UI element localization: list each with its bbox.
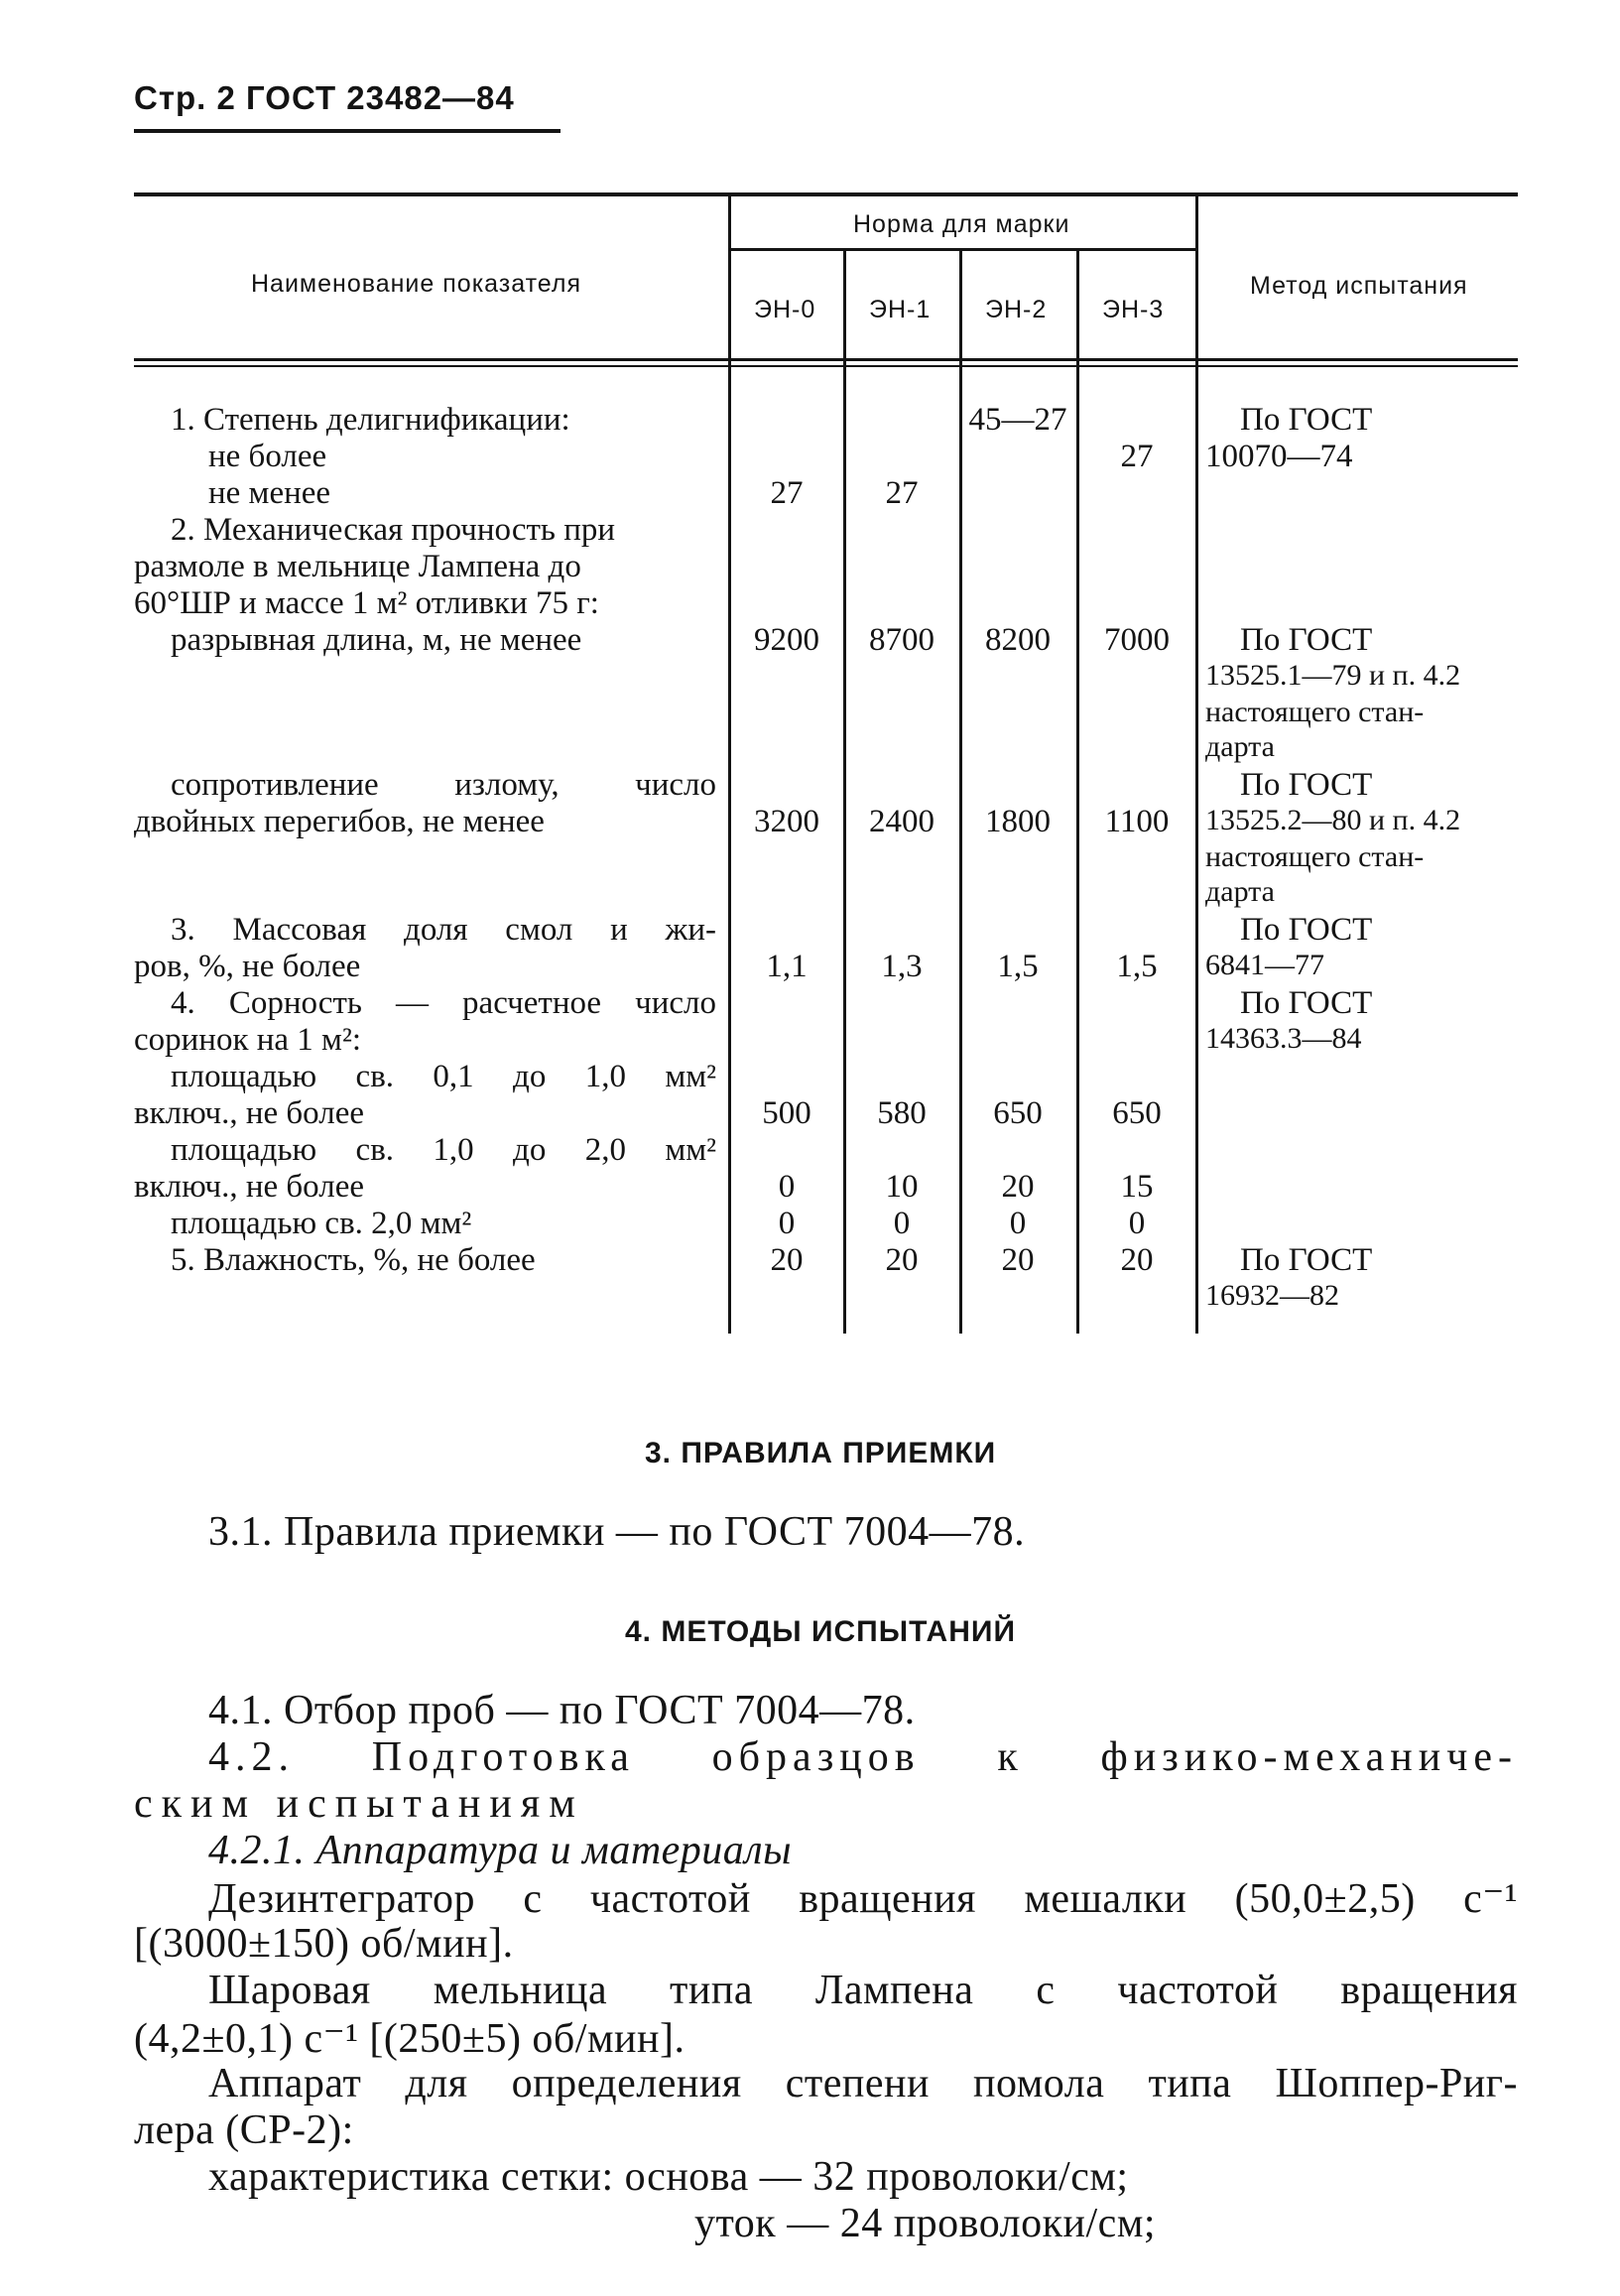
row-value: 2400	[869, 804, 935, 839]
row-value: 650	[1112, 1095, 1162, 1131]
row-value: 1,1	[766, 949, 808, 984]
col-divider	[1076, 250, 1079, 1334]
paragraph-4-2-1: 4.2.1. Аппаратура и материалы	[208, 1828, 793, 1873]
row-label: соринок на 1 м²:	[134, 1022, 362, 1058]
section-3-paragraph: 3.1. Правила приемки — по ГОСТ 7004—78.	[208, 1509, 1026, 1555]
row-label: ров, %, не более	[134, 949, 361, 984]
row-value: 10	[885, 1169, 919, 1205]
norm-header-rule	[731, 248, 1197, 251]
row-label: размоле в мельнице Лампена до	[134, 549, 581, 584]
row-value: 0	[1009, 1206, 1027, 1241]
row-value: 0	[1128, 1206, 1146, 1241]
section-3-title: 3. ПРАВИЛА ПРИЕМКИ	[645, 1437, 997, 1469]
paragraph-disintegrator: Дезинтегратор с частотой вращения мешалки (50,0±2,5) с⁻¹	[208, 1876, 1518, 1922]
grade-header: ЭН-2	[985, 296, 1048, 323]
row-method: По ГОСТ	[1240, 1242, 1373, 1278]
row-label: включ., не более	[134, 1095, 364, 1131]
row-value: 1800	[985, 804, 1051, 839]
table-header-rule	[134, 358, 1518, 361]
paragraph-4-1: 4.1. Отбор проб — по ГОСТ 7004—78.	[208, 1688, 916, 1733]
col-norm-header: Норма для марки	[853, 210, 1070, 238]
row-value: 20	[885, 1242, 919, 1278]
row-value: 0	[778, 1206, 796, 1241]
row-value: 1,5	[1116, 949, 1158, 984]
paragraph-4-2: 4.2. Подготовка образцов к физико-механиче-	[208, 1734, 1518, 1780]
row-value: 1,3	[881, 949, 923, 984]
paragraph-mesh: характеристика сетки: основа — 32 проволоки/см;	[208, 2154, 1129, 2200]
row-label: сопротивление излому, число	[171, 767, 716, 803]
row-value: 9200	[754, 622, 819, 658]
grade-header: ЭН-3	[1102, 296, 1165, 323]
row-method: 6841—77	[1205, 949, 1324, 981]
row-value: 650	[993, 1095, 1043, 1131]
row-method: По ГОСТ	[1240, 402, 1373, 438]
standard-number: ГОСТ 23482—84	[246, 79, 515, 116]
grade-header: ЭН-1	[869, 296, 932, 323]
row-method: По ГОСТ	[1240, 912, 1373, 948]
row-method: настоящего стан-	[1205, 840, 1425, 873]
row-method: настоящего стан-	[1205, 696, 1425, 728]
row-label: 2. Механическая прочность при	[171, 512, 616, 548]
row-value: 45—27	[968, 402, 1067, 438]
paragraph-apparatus-cont: лера (СР-2):	[134, 2107, 354, 2153]
paragraph-disintegrator-cont: [(3000±150) об/мин].	[134, 1921, 514, 1967]
col-divider	[728, 194, 731, 1334]
row-label: не более	[208, 439, 327, 474]
row-label: 60°ШР и массе 1 м² отливки 75 г:	[134, 585, 599, 621]
row-value: 7000	[1104, 622, 1170, 658]
page-ref: Стр. 2	[134, 79, 236, 116]
row-value: 8200	[985, 622, 1051, 658]
row-value: 27	[885, 475, 919, 511]
table-header-rule-2	[134, 365, 1518, 367]
row-label: 4. Сорность — расчетное число	[171, 985, 716, 1021]
row-value: 27	[1120, 439, 1154, 474]
row-value: 0	[893, 1206, 911, 1241]
page-header	[134, 79, 515, 117]
table-top-rule	[134, 192, 1518, 196]
row-value: 15	[1120, 1169, 1154, 1205]
row-value: 20	[1001, 1242, 1035, 1278]
row-label: площадью св. 2,0 мм²	[171, 1206, 472, 1241]
row-method: По ГОСТ	[1240, 985, 1373, 1021]
row-value: 20	[1001, 1169, 1035, 1205]
row-value: 500	[762, 1095, 811, 1131]
row-method: дарта	[1205, 875, 1275, 908]
paragraph-ball-mill: Шаровая мельница типа Лампена с частотой вращения	[208, 1968, 1518, 2013]
row-label: 3. Массовая доля смол и жи-	[171, 912, 716, 948]
col-divider	[1195, 194, 1198, 1334]
row-method: По ГОСТ	[1240, 767, 1373, 803]
paragraph-ball-mill-cont: (4,2±0,1) с⁻¹ [(250±5) об/мин].	[134, 2016, 685, 2062]
row-label: площадью св. 0,1 до 1,0 мм²	[171, 1059, 716, 1094]
row-method: 16932—82	[1205, 1279, 1339, 1312]
row-value: 20	[1120, 1242, 1154, 1278]
row-value: 8700	[869, 622, 935, 658]
row-value: 1100	[1104, 804, 1170, 839]
header-underline	[134, 129, 561, 133]
grade-header: ЭН-0	[754, 296, 816, 323]
paragraph-apparatus: Аппарат для определения степени помола типа Шоппер-Риг-	[208, 2061, 1518, 2106]
col-name-header: Наименование показателя	[251, 270, 581, 298]
row-method: 10070—74	[1205, 439, 1353, 474]
paragraph-mesh-cont: уток — 24 проволоки/см;	[694, 2201, 1157, 2246]
row-label: включ., не более	[134, 1169, 364, 1205]
row-label: разрывная длина, м, не менее	[171, 622, 582, 658]
row-method: 14363.3—84	[1205, 1022, 1362, 1055]
row-value: 0	[778, 1169, 796, 1205]
row-label: 5. Влажность, %, не более	[171, 1242, 536, 1278]
paragraph-4-2-cont: ским испытаниям	[134, 1781, 584, 1827]
section-4-title: 4. МЕТОДЫ ИСПЫТАНИЙ	[625, 1615, 1016, 1648]
row-method: 13525.1—79 и п. 4.2	[1205, 659, 1461, 692]
row-label: площадью св. 1,0 до 2,0 мм²	[171, 1132, 716, 1168]
row-method: 13525.2—80 и п. 4.2	[1205, 804, 1461, 836]
row-label: 1. Степень делигнификации:	[171, 402, 570, 438]
row-value: 1,5	[997, 949, 1039, 984]
row-method: По ГОСТ	[1240, 622, 1373, 658]
row-value: 580	[877, 1095, 927, 1131]
row-value: 20	[770, 1242, 804, 1278]
row-label: двойных перегибов, не менее	[134, 804, 545, 839]
row-method: дарта	[1205, 730, 1275, 763]
col-method-header: Метод испытания	[1250, 272, 1468, 300]
row-value: 27	[770, 475, 804, 511]
row-value: 3200	[754, 804, 819, 839]
row-label: не менее	[208, 475, 331, 511]
